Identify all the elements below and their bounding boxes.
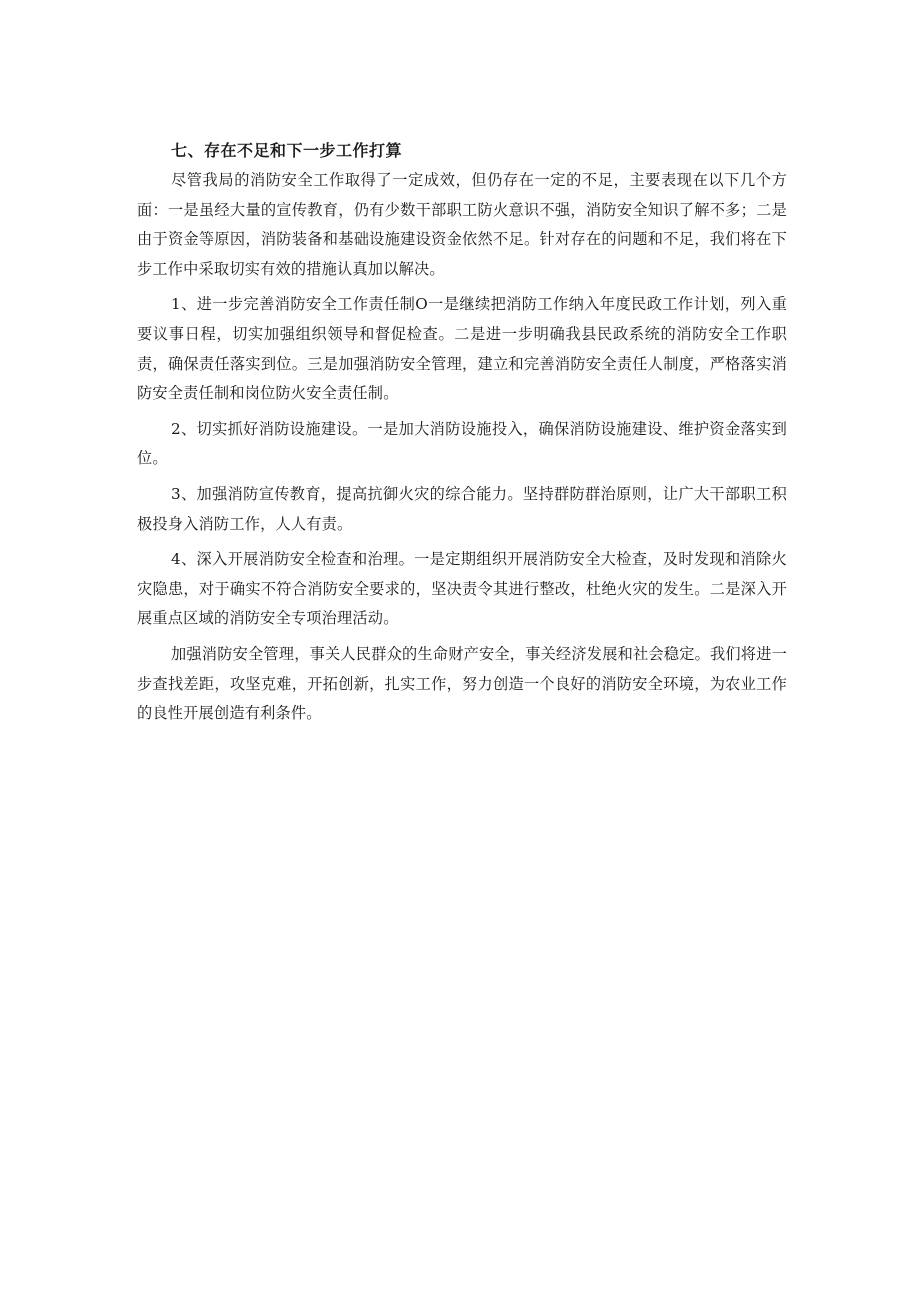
document-body	[137, 136, 787, 735]
paragraph-item-2: 2、切实抓好消防设施建设。一是加大消防设施投入，确保消防设施建设、维护资金落实到位。	[137, 419, 787, 468]
paragraph-shortcomings: 尽管我局的消防安全工作取得了一定成效，但仍存在一定的不足，主要表现在以下几个方面：一是虽经大量的宣传教育，仍有少数干部职工防火意识不强，消防安全知识了解不多；二是由于资金等原因，消防装备和基础设施建设资金依然不足。针对存在的问题和不足，我们将在下步工作中采取切实有效的措施认真加以解决。	[137, 171, 787, 278]
section-heading: 七、存在不足和下一步工作打算	[171, 141, 403, 160]
paragraph-item-1: 1、进一步完善消防安全工作责任制O一是继续把消防工作纳入年度民政工作计划，列入重要议事日程，切实加强组织领导和督促检查。二是进一步明确我县民政系统的消防安全工作职责，确保责任落实到位。三是加强消防安全管理，建立和完善消防安全责任人制度，严格落实消防安全责任制和岗位防火安全责任制。	[137, 295, 787, 403]
paragraph-item-3: 3、加强消防宣传教育，提高抗御火灾的综合能力。坚持群防群治原则，让广大干部职工积极投身入消防工作，人人有责。	[137, 484, 787, 533]
paragraph-conclusion: 加强消防安全管理，事关人民群众的生命财产安全，事关经济发展和社会稳定。我们将进一步查找差距，攻坚克难，开拓创新，扎实工作，努力创造一个良好的消防安全环境，为农业工作的良性开展创造有利条件。	[137, 644, 787, 723]
paragraph-item-4: 4、深入开展消防安全检查和治理。一是定期组织开展消防安全大检查，及时发现和消除火灾隐患，对于确实不符合消防安全要求的，坚决责令其进行整改，杜绝火灾的发生。二是深入开展重点区域的消防安全专项治理活动。	[137, 550, 787, 628]
